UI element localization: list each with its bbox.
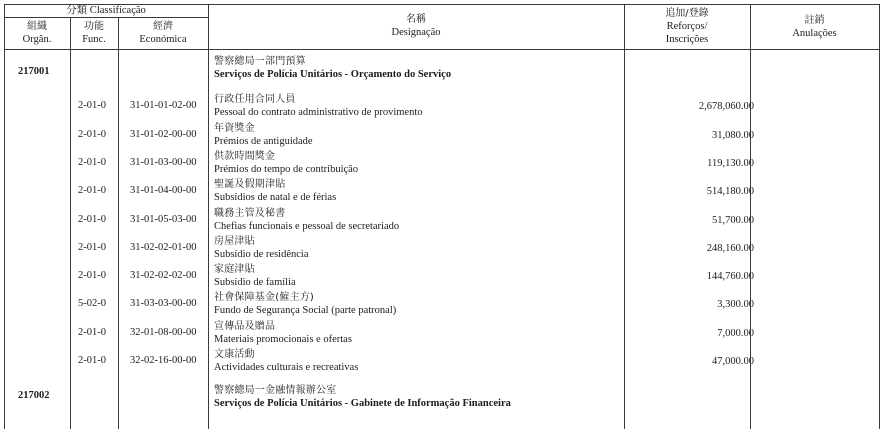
func-code: 2-01-0: [78, 100, 106, 111]
designation-pt: Subsídio de família: [214, 277, 296, 288]
func-code: 2-01-0: [78, 355, 106, 366]
header-bottom-border: [4, 49, 880, 50]
func-code: 2-01-0: [78, 242, 106, 253]
row-designation: [214, 93, 423, 119]
org-header-pt: Orgân.: [22, 34, 52, 45]
econ-code: 31-01-05-03-00: [130, 214, 197, 225]
classification-header: 分類 Classificação: [66, 5, 146, 16]
reinforcements-header-pt-2: Inscrições: [665, 34, 709, 45]
annulments-header-pt: Anulações: [792, 28, 837, 39]
reinforcement-amount: 2,678,060.00: [698, 101, 754, 112]
column-rule: [118, 17, 119, 429]
econ-code: 31-02-02-01-00: [130, 242, 197, 253]
func-code: 2-01-0: [78, 157, 106, 168]
designation-pt: Chefias funcionais e pessoal de secretariado: [214, 221, 400, 232]
column-rule: [4, 4, 5, 429]
designation-pt: Subsídios de natal e de férias: [214, 192, 337, 203]
designation-zh: 家庭津貼: [214, 264, 255, 275]
econ-code: 31-02-02-02-00: [130, 270, 197, 281]
reinforcement-amount: 144,760.00: [706, 271, 754, 282]
annulments-header-zh: 註銷: [804, 15, 825, 26]
reinforcements-header-zh: 追加/登錄: [665, 8, 709, 19]
row-designation: [214, 348, 358, 374]
org-code: 217001: [18, 66, 50, 77]
org-header-zh: 組織: [27, 21, 47, 32]
column-rule: [879, 4, 880, 429]
designation-zh: 社會保障基金(僱主方): [214, 292, 315, 303]
econ-code: 31-01-02-00-00: [130, 129, 197, 140]
row-designation: [214, 207, 399, 233]
func-header-zh: 功能: [84, 21, 104, 32]
designation-header-pt: Designação: [391, 27, 441, 38]
designation-zh: 年資獎金: [214, 123, 255, 134]
row-designation: [214, 291, 396, 317]
designation-header-zh: 名稱: [406, 14, 426, 25]
designation-zh: 供款時間獎金: [214, 151, 276, 162]
org-code: 217002: [18, 390, 50, 401]
section-title-pt: Serviços de Polícia Unitários - Orçamento do Serviço: [214, 69, 452, 80]
econ-code: 31-01-01-02-00: [130, 100, 197, 111]
econ-code: 31-03-03-00-00: [130, 298, 197, 309]
row-designation: [214, 150, 358, 176]
econ-code: 32-02-16-00-00: [130, 355, 197, 366]
designation-zh: 聖誕及假期津貼: [214, 179, 286, 190]
row-designation: [214, 178, 336, 204]
section-title-zh: 警察總局一金融情報辦公室: [214, 385, 337, 396]
reinforcement-amount: 51,700.00: [712, 215, 754, 226]
column-rule: [70, 17, 71, 429]
func-code: 2-01-0: [78, 270, 106, 281]
section-title-pt: Serviços de Polícia Unitários - Gabinete de Informação Financeira: [214, 398, 511, 409]
designation-pt: Actividades culturais e recreativas: [214, 362, 359, 373]
reinforcements-header-pt-1: Reforços/: [666, 21, 708, 32]
econ-header-pt: Económica: [139, 34, 187, 45]
econ-code: 32-01-08-00-00: [130, 327, 197, 338]
reinforcement-amount: 3,300.00: [717, 299, 754, 310]
func-code: 5-02-0: [78, 298, 106, 309]
econ-code: 31-01-03-00-00: [130, 157, 197, 168]
column-rule: [208, 4, 209, 429]
section-title: [214, 384, 511, 410]
row-designation: [214, 122, 313, 148]
func-code: 2-01-0: [78, 327, 106, 338]
designation-pt: Prémios do tempo de contribuição: [214, 164, 359, 175]
designation-pt: Fundo de Segurança Social (parte patronal): [214, 305, 397, 316]
designation-pt: Pessoal do contrato administrativo de provimento: [214, 107, 423, 118]
func-code: 2-01-0: [78, 214, 106, 225]
designation-zh: 職務主管及秘書: [214, 208, 286, 219]
classification-divider: [4, 17, 208, 18]
row-designation: [214, 320, 352, 346]
section-title: [214, 55, 451, 81]
econ-code: 31-01-04-00-00: [130, 185, 197, 196]
designation-zh: 行政任用合同人員: [214, 94, 296, 105]
row-designation: [214, 263, 296, 289]
func-code: 2-01-0: [78, 129, 106, 140]
designation-zh: 房屋津貼: [214, 236, 255, 247]
designation-pt: Materiais promocionais e ofertas: [214, 334, 352, 345]
func-code: 2-01-0: [78, 185, 106, 196]
reinforcement-amount: 7,000.00: [717, 328, 754, 339]
designation-pt: Prémios de antiguidade: [214, 136, 313, 147]
designation-zh: 文康活動: [214, 349, 255, 360]
func-header-pt: Func.: [82, 34, 106, 45]
designation-zh: 宣傳品及贈品: [214, 321, 276, 332]
designation-pt: Subsídio de residência: [214, 249, 309, 260]
econ-header-zh: 經濟: [153, 21, 173, 32]
reinforcement-amount: 248,160.00: [706, 243, 754, 254]
reinforcement-amount: 47,000.00: [712, 356, 754, 367]
column-rule: [624, 4, 625, 429]
row-designation: [214, 235, 308, 261]
reinforcement-amount: 514,180.00: [706, 186, 754, 197]
section-title-zh: 警察總局一部門預算: [214, 56, 306, 67]
reinforcement-amount: 119,130.00: [707, 158, 754, 169]
reinforcement-amount: 31,080.00: [712, 130, 754, 141]
